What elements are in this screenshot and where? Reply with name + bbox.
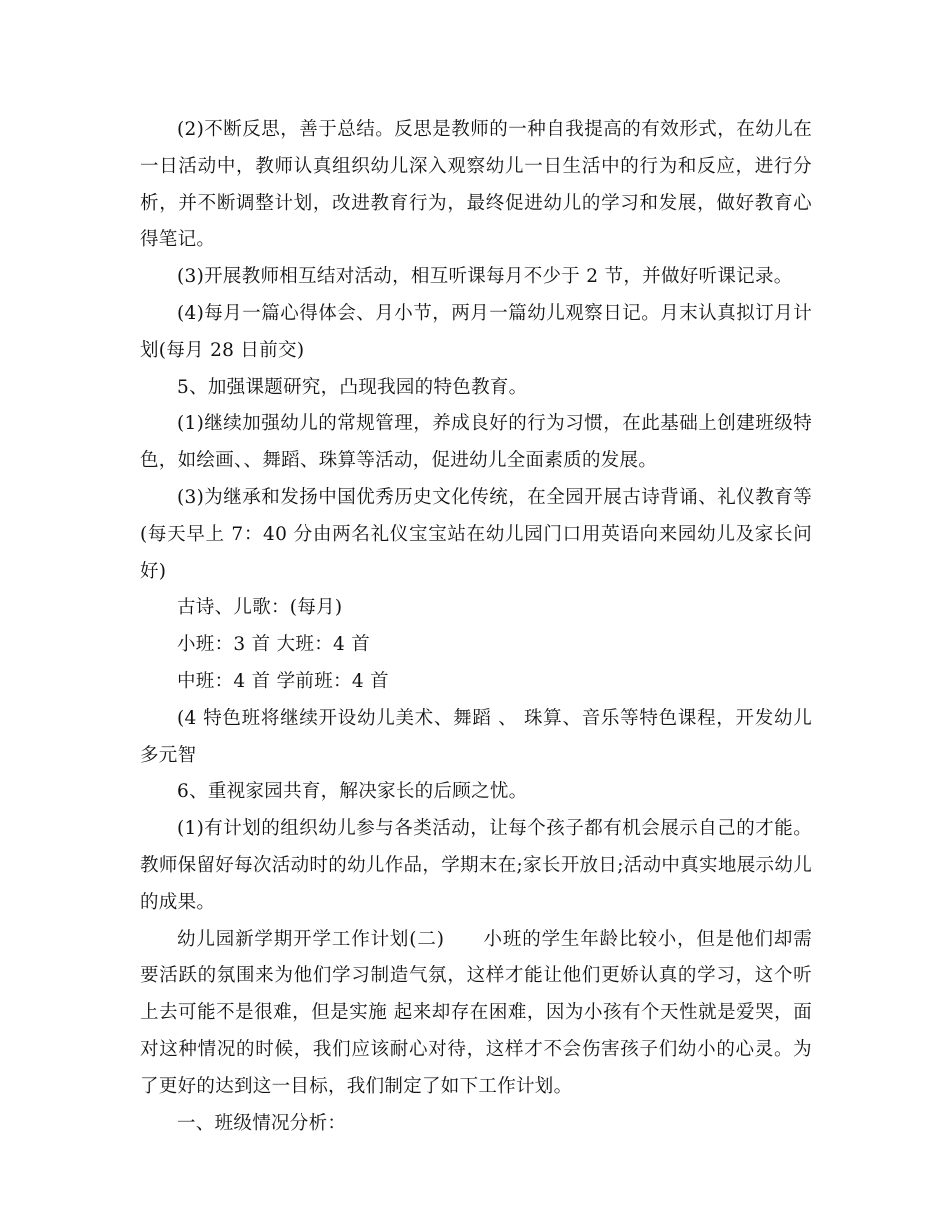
paragraph-special-classes: (4 特色班将继续开设幼儿美术、舞蹈 、 珠算、音乐等特色课程，开发幼儿多元智 [140, 707, 812, 766]
paragraph-routine-management: (1)继续加强幼儿的常规管理，养成良好的行为习惯，在此基础上创建班级特色，如绘画、、舞蹈、珠算等活动，促进幼儿全面素质的发展。 [140, 413, 812, 472]
document-body [140, 112, 812, 1142]
heading-class-analysis: 一、班级情况分析： [177, 1112, 347, 1134]
paragraph-activities: (1)有计划的组织幼儿参与各类活动，让每个孩子都有机会展示自己的才能。教师保留好每次活动时的幼儿作品，学期末在;家长开放日;活动中真实地展示幼儿的成果。 [140, 818, 812, 913]
heading-home-school: 6、重视家园共育，解决家长的后顾之忧。 [177, 781, 528, 803]
paragraph-small-large-class: 小班：3 首 大班：4 首 [177, 634, 371, 656]
paragraph-poems-heading: 古诗、儿歌：(每月) [177, 597, 343, 619]
paragraph-peer-lessons: (3)开展教师相互结对活动，相互听课每月不少于 2 节，并做好听课记录。 [177, 266, 793, 288]
heading-research: 5、加强课题研究，凸现我园的特色教育。 [177, 376, 528, 398]
paragraph-monthly-notes: (4)每月一篇心得体会、月小节，两月一篇幼儿观察日记。月末认真拟订月计划(每月 28 日前交) [140, 302, 812, 361]
paragraph-reflection: (2)不断反思，善于总结。反思是教师的一种自我提高的有效形式，在幼儿在一日活动中，教师认真组织幼儿深入观察幼儿一日生活中的行为和反应，进行分析，并不断调整计划，改进教育行为，最终促进幼儿的学习和发展，做好教育心得笔记。 [140, 119, 812, 251]
paragraph-plan-two: 幼儿园新学期开学工作计划(二) 小班的学生年龄比较小，但是他们却需要活跃的氛围来为他们学习制造气氛，这样才能让他们更娇认真的学习，这个听上去可能不是很难，但是实施 起来却存在困难，因为小孩有个天性就是爱哭，面对这种情况的时候，我们应该耐心对待，这样才不会伤害孩子们幼小的心灵。为了更好的达到这一目标，我们制定了如下工作计划。 [140, 928, 812, 1097]
paragraph-middle-preschool-class: 中班：4 首 学前班：4 首 [177, 670, 389, 692]
paragraph-culture-etiquette: (3)为继承和发扬中国优秀历史文化传统，在全园开展古诗背诵、礼仪教育等(每天早上 7：40 分由两名礼仪宝宝站在幼儿园门口用英语向来园幼儿及家长问好) [140, 486, 812, 582]
